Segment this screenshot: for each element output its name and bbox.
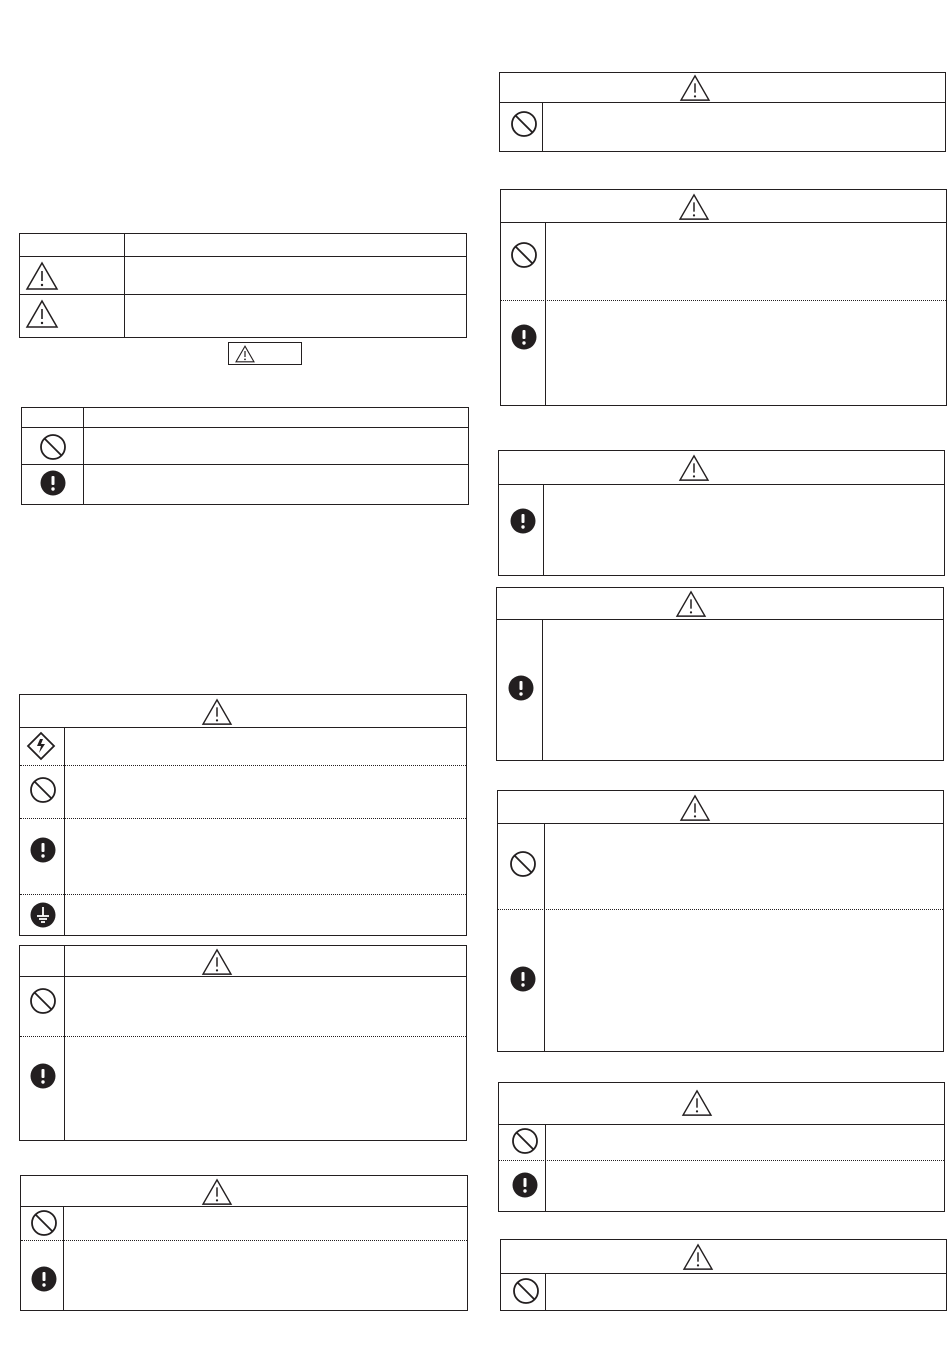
prohibited-circle-icon — [29, 776, 57, 804]
mandatory-exclamation-icon — [508, 675, 534, 701]
caution-box-r1 — [499, 72, 946, 152]
caution-box-r3 — [498, 450, 945, 576]
warning-box-electrical — [19, 694, 467, 936]
prohibited-circle-icon — [510, 110, 538, 138]
warning-triangle-icon — [25, 299, 59, 329]
warning-triangle-icon — [677, 454, 711, 482]
mandatory-exclamation-icon — [511, 324, 537, 350]
mandatory-exclamation-icon — [510, 508, 536, 534]
warning-label-box — [228, 342, 302, 365]
warning-triangle-icon — [200, 1178, 234, 1206]
mandatory-exclamation-icon — [30, 1063, 56, 1089]
caution-box-r4 — [496, 587, 944, 761]
warning-triangle-icon — [674, 590, 708, 618]
prohibited-circle-icon — [509, 850, 537, 878]
prohibited-circle-icon — [510, 241, 538, 269]
warning-triangle-icon — [677, 193, 711, 221]
warning-triangle-icon — [678, 794, 712, 822]
warning-triangle-icon — [681, 1243, 715, 1271]
prohibited-circle-icon — [29, 987, 57, 1015]
warning-triangle-icon — [680, 1089, 714, 1117]
caution-box-r5 — [497, 790, 944, 1052]
ground-icon — [30, 902, 56, 928]
prohibited-circle-icon — [30, 1209, 58, 1237]
prohibited-circle-icon — [511, 1127, 539, 1155]
warning-triangle-icon — [25, 261, 59, 291]
symbol-meaning-table — [21, 407, 469, 505]
caution-box-r2 — [500, 189, 947, 406]
mandatory-exclamation-icon — [31, 1266, 57, 1292]
caution-box-installation — [19, 945, 467, 1141]
mandatory-exclamation-icon — [40, 470, 66, 496]
warning-triangle-icon — [234, 345, 256, 363]
warning-triangle-icon — [678, 74, 712, 102]
warning-triangle-icon — [200, 948, 234, 976]
mandatory-exclamation-icon — [30, 837, 56, 863]
mandatory-exclamation-icon — [510, 966, 536, 992]
caution-box-r7 — [500, 1239, 947, 1311]
electric-shock-diamond-icon — [26, 731, 56, 761]
prohibited-circle-icon — [39, 433, 67, 461]
caution-box-r6 — [498, 1082, 945, 1212]
warning-triangle-icon — [200, 698, 234, 726]
hazard-level-table — [19, 233, 467, 338]
prohibited-circle-icon — [512, 1277, 540, 1305]
caution-box-operation — [20, 1175, 468, 1311]
mandatory-exclamation-icon — [512, 1172, 538, 1198]
